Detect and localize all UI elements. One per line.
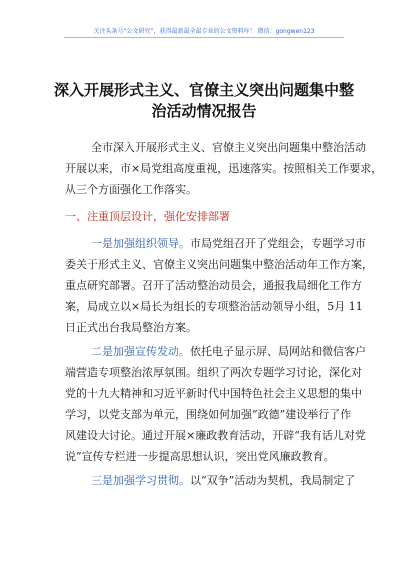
paragraph-line: 案，局成立以×局长为组长的专项整治活动领导小组，5月 11 — [65, 300, 363, 313]
header-banner: 关注头条号“公文研究”，获得最新最全最专业的公文资料库！ 微信：gongwen123 — [93, 28, 315, 35]
intro-line: 全市深入开展形式主义、官僚主义突出问题集中整治活动 — [91, 141, 366, 154]
paragraph-line: 说”宣传专栏进一步提高思想认识，突出党风廉政教育。 — [65, 450, 335, 463]
intro-line: 从三个方面强化工作落实。 — [65, 183, 197, 196]
section-heading-1: 一、注重顶层设计，强化安排部署 — [65, 210, 230, 223]
paragraph-line: 风建设大讨论。通过开展×廉政教育活动，开辟“我有话儿对党 — [65, 429, 366, 442]
paragraph-lead: 一是加强组织领导。 — [91, 237, 190, 250]
title-line-1: 深入开展形式主义、官僚主义突出问题集中整 — [53, 81, 354, 99]
intro-paragraph — [65, 137, 383, 200]
paragraph-publicity — [65, 341, 366, 467]
paragraph-text: 依托电子显示屏、局网站和微信客户 — [190, 345, 366, 358]
document-title — [40, 80, 368, 122]
paragraph-first-line — [65, 341, 366, 362]
paragraph-line: 重点研究部署。召开了活动整治动员会，通报我局细化工作方 — [65, 279, 362, 292]
paragraph-organization — [65, 233, 373, 338]
paragraph-lead: 三是加强学习贯彻。 — [91, 474, 190, 487]
paragraph-line: 日正式出台我局整治方案。 — [65, 321, 197, 334]
paragraph-line: 委关于形式主义、官僚主义突出问题集中整治活动年工作方案， — [65, 258, 373, 271]
paragraph-first-line — [65, 470, 355, 491]
paragraph-line: 党的十九大精神和习近平新时代中国特色社会主义思想的集中 — [65, 387, 362, 400]
paragraph-text: 以“双争”活动为契机，我局制定了 — [190, 474, 356, 487]
paragraph-study — [65, 470, 355, 491]
title-line-2: 治活动情况报告 — [151, 102, 257, 120]
paragraph-line: 端营造专项整治浓厚氛围。组织了两次专题学习讨论，深化对 — [65, 366, 362, 379]
paragraph-first-line — [65, 233, 366, 254]
paragraph-lead: 二是加强宣传发动。 — [91, 345, 190, 358]
header-divider — [64, 37, 344, 38]
paragraph-line: 学习，以党支部为单元，围绕如何加强“政德”建设举行了作 — [65, 408, 352, 421]
intro-line: 开展以来，市×局党组高度重视，迅速落实。按照相关工作要求， — [65, 162, 383, 175]
paragraph-text: 市局党组召开了党组会，专题学习市 — [190, 237, 366, 250]
